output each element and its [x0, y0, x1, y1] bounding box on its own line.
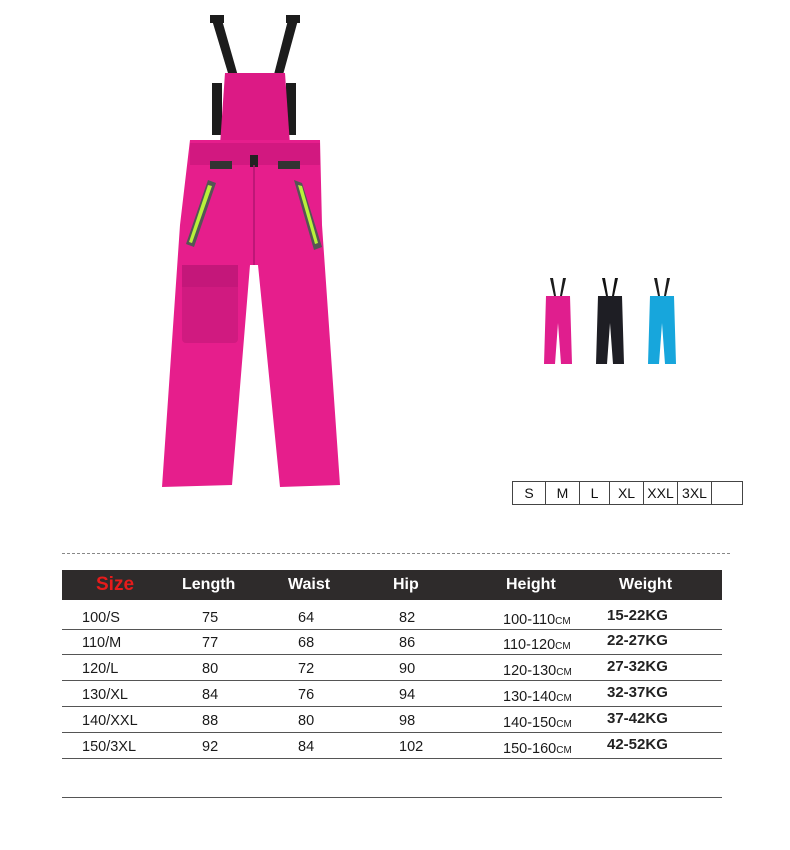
header-weight: Weight [619, 576, 673, 593]
cell-waist: 76 [298, 687, 315, 703]
cell-length: 92 [202, 739, 219, 755]
cell-weight: 22-27KG [607, 632, 668, 649]
cell-length: 84 [202, 687, 219, 703]
size-option-empty[interactable] [712, 482, 742, 504]
table-header [62, 570, 722, 600]
cell-weight: 32-37KG [607, 684, 668, 701]
cell-hip: 98 [399, 713, 416, 729]
cell-weight: 27-32KG [607, 658, 668, 675]
cell-height: 130-140CM [503, 689, 572, 705]
size-option-m[interactable]: M [546, 482, 580, 504]
cell-hip: 82 [399, 610, 416, 626]
cell-waist: 68 [298, 635, 315, 651]
cell-height-unit: CM [555, 641, 571, 652]
size-selector [512, 481, 743, 505]
cell-size: 150/3XL [82, 739, 137, 755]
cell-waist: 80 [298, 713, 315, 729]
color-variants [538, 278, 688, 368]
table-row [62, 628, 722, 655]
cell-height: 140-150CM [503, 715, 572, 731]
cell-length: 80 [202, 661, 219, 677]
variant-rose-thumbnail[interactable] [538, 278, 578, 366]
bottom-divider [62, 797, 722, 798]
cell-size: 140/XXL [82, 713, 138, 729]
header-height: Height [506, 576, 556, 593]
size-option-3xl[interactable]: 3XL [678, 482, 712, 504]
table-row [62, 680, 722, 707]
header-length: Length [182, 576, 236, 593]
cell-weight: 15-22KG [607, 607, 668, 624]
cell-height-unit: CM [556, 693, 572, 704]
size-option-l[interactable]: L [580, 482, 610, 504]
size-option-xxl[interactable]: XXL [644, 482, 678, 504]
table-row [62, 732, 722, 759]
cell-waist: 64 [298, 610, 315, 626]
cell-length: 75 [202, 610, 219, 626]
cell-height-unit: CM [556, 667, 572, 678]
size-option-xl[interactable]: XL [610, 482, 644, 504]
cell-size: 120/L [82, 661, 119, 677]
cell-hip: 102 [399, 739, 424, 755]
cell-height: 100-110CM [503, 612, 571, 628]
table-row [62, 654, 722, 681]
cell-length: 77 [202, 635, 219, 651]
cell-size: 130/XL [82, 687, 128, 703]
cell-length: 88 [202, 713, 219, 729]
dashed-divider [62, 553, 730, 554]
cell-hip: 90 [399, 661, 416, 677]
size-chart-table [62, 570, 722, 757]
variant-blue-thumbnail[interactable] [642, 278, 682, 366]
cell-height: 150-160CM [503, 741, 572, 757]
cell-waist: 72 [298, 661, 315, 677]
table-row [62, 603, 722, 630]
cell-height: 110-120CM [503, 637, 571, 653]
cell-weight: 37-42KG [607, 710, 668, 727]
cell-height-unit: CM [556, 745, 572, 756]
cell-waist: 84 [298, 739, 315, 755]
cell-size: 100/S [82, 610, 120, 626]
cell-height-unit: CM [556, 719, 572, 730]
header-waist: Waist [288, 576, 331, 593]
cell-height-unit: CM [555, 616, 571, 627]
header-size: Size [96, 574, 135, 595]
header-hip: Hip [393, 576, 419, 593]
cell-weight: 42-52KG [607, 736, 668, 753]
main-product-image [150, 15, 360, 495]
cell-hip: 94 [399, 687, 416, 703]
cell-height: 120-130CM [503, 663, 572, 679]
variant-black-thumbnail[interactable] [590, 278, 630, 366]
table-row [62, 706, 722, 733]
cell-hip: 86 [399, 635, 416, 651]
cell-size: 110/M [82, 635, 122, 651]
size-option-s[interactable]: S [513, 482, 546, 504]
